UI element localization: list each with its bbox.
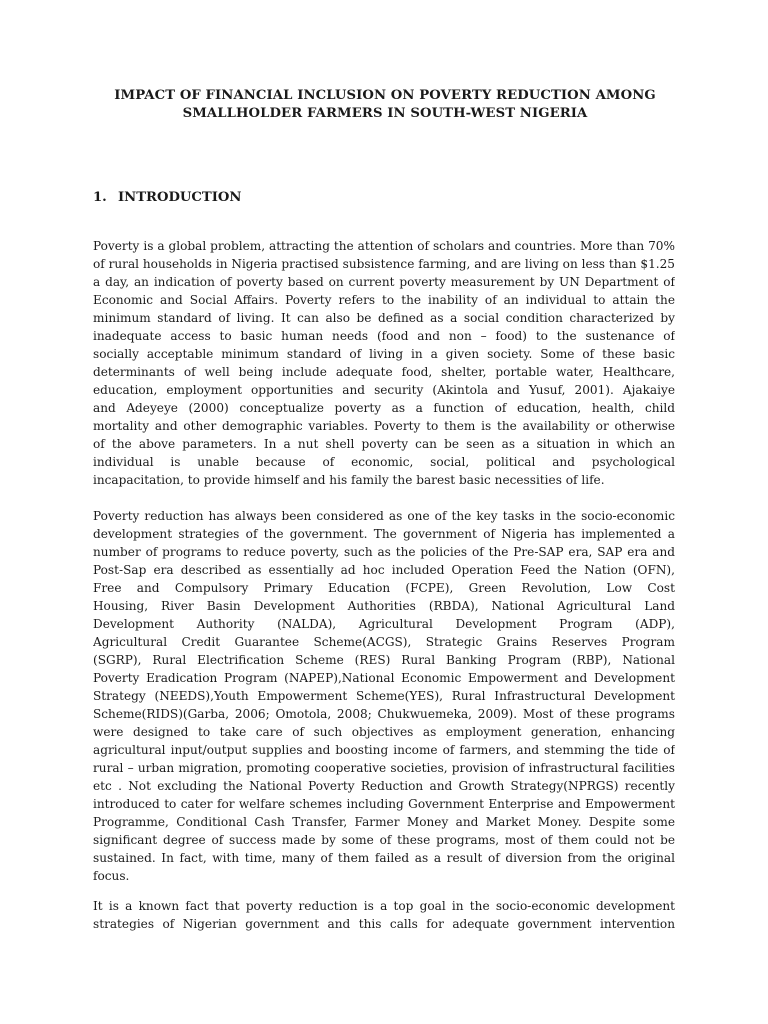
document-title [100, 87, 670, 123]
text-line: Scheme(RIDS)(Garba, 2006; Omotola, 2008; Chukwuemeka, 2009). Most of these programs [93, 707, 675, 721]
text-line: Poverty Eradication Program (NAPEP),National Economic Empowerment and Development [93, 671, 675, 685]
text-line: significant degree of success made by some of these programs, most of them could not be [93, 833, 675, 847]
text-line: etc . Not excluding the National Poverty Reduction and Growth Strategy(NPRGS) recently [93, 779, 675, 793]
text-line: Economic and Social Affairs. Poverty refers to the inability of an individual to attain the [93, 293, 675, 307]
text-line: sustained. In fact, with time, many of them failed as a result of diversion from the original [93, 851, 675, 865]
text-line: determinants of well being include adequate food, shelter, portable water, Healthcare, [93, 365, 675, 379]
text-line: introduced to cater for welfare schemes including Government Enterprise and Empowerment [93, 797, 675, 811]
text-line: and Adeyeye (2000) conceptualize poverty as a function of education, health, child [93, 401, 675, 415]
text-line: rural – urban migration, promoting cooperative societies, provision of infrastructural facilities [93, 761, 675, 775]
text-line: incapacitation, to provide himself and his family the barest basic necessities of life. [93, 473, 605, 487]
text-line: Poverty reduction has always been considered as one of the key tasks in the socio-economic [93, 509, 675, 523]
paragraph-poverty-definition [93, 237, 675, 489]
text-line: development strategies of the government. The government of Nigeria has implemented a [93, 527, 675, 541]
paragraph-poverty-programs [93, 507, 675, 885]
text-line: (SGRP), Rural Electrification Scheme (RES) Rural Banking Program (RBP), National [93, 653, 675, 667]
text-line: Strategy (NEEDS),Youth Empowerment Scheme(YES), Rural Infrastructural Development [93, 689, 675, 703]
text-line: minimum standard of living. It can also be defined as a social condition characterized by [93, 311, 675, 325]
section-number: 1. [93, 190, 107, 205]
text-line: strategies of Nigerian government and this calls for adequate government intervention [93, 917, 675, 931]
text-line: a day, an indication of poverty based on current poverty measurement by UN Department of [93, 275, 675, 289]
text-line: Programme, Conditional Cash Transfer, Farmer Money and Market Money. Despite some [93, 815, 675, 829]
text-line: number of programs to reduce poverty, such as the policies of the Pre-SAP era, SAP era and [93, 545, 675, 559]
text-line: It is a known fact that poverty reduction is a top goal in the socio-economic development [93, 899, 675, 913]
text-line: inadequate access to basic human needs (food and non – food) to the sustenance of [93, 329, 675, 343]
section-heading [93, 189, 241, 207]
paragraph-government-intervention [93, 897, 675, 933]
text-line: individual is unable because of economic, social, political and psychological [93, 455, 675, 469]
text-line: Development Authority (NALDA), Agricultural Development Program (ADP), [93, 617, 675, 631]
text-line: Housing, River Basin Development Authorities (RBDA), National Agricultural Land [93, 599, 675, 613]
text-line: agricultural input/output supplies and boosting income of farmers, and stemming the tide of [93, 743, 675, 757]
text-line: mortality and other demographic variables. Poverty to them is the availability or otherwise [93, 419, 675, 433]
text-line: of the above parameters. In a nut shell poverty can be seen as a situation in which an [93, 437, 675, 451]
title-line: SMALLHOLDER FARMERS IN SOUTH-WEST NIGERIA [182, 106, 588, 121]
text-line: Post-Sap era described as essentially ad hoc included Operation Feed the Nation (OFN), [93, 563, 675, 577]
text-line: Poverty is a global problem, attracting the attention of scholars and countries. More than 70% [93, 239, 675, 253]
text-line: Free and Compulsory Primary Education (FCPE), Green Revolution, Low Cost [93, 581, 675, 595]
text-line: Agricultural Credit Guarantee Scheme(ACGS), Strategic Grains Reserves Program [93, 635, 675, 649]
text-line: were designed to take care of such objectives as employment generation, enhancing [93, 725, 675, 739]
text-line: focus. [93, 869, 130, 883]
text-line: socially acceptable minimum standard of living in a given society. Some of these basic [93, 347, 675, 361]
text-line: education, employment opportunities and security (Akintola and Yusuf, 2001). Ajakaiye [93, 383, 675, 397]
section-title: INTRODUCTION [118, 190, 242, 205]
text-line: of rural households in Nigeria practised subsistence farming, and are living on less than $1.25 [93, 257, 675, 271]
title-line: IMPACT OF FINANCIAL INCLUSION ON POVERTY REDUCTION AMONG [114, 88, 656, 103]
